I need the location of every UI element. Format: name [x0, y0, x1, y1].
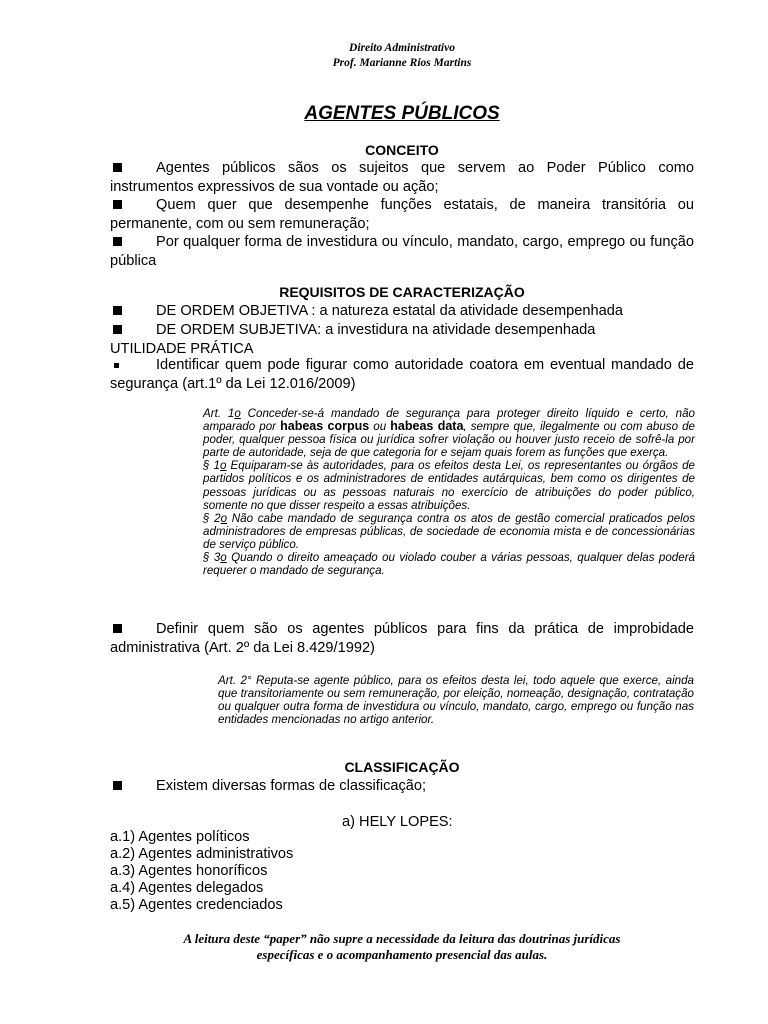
par1-paragraph: § 1o Equiparam-se às autoridades, para os efeitos desta Lei, os representantes ou órgãos de partidos políticos e os administradores de entidades autárquicas, bem como os dirigentes de pessoas jurídicas ou as pessoas naturais no exercício de atribuições do poder público, somente no que disser respeito a essas atribuições. — [203, 459, 695, 512]
requisitos-heading: REQUISITOS DE CARACTERIZAÇÃO — [279, 284, 525, 300]
lei-12016-quote — [203, 407, 695, 577]
list-item: a.1) Agentes políticos — [110, 829, 250, 845]
professor-header: Prof. Marianne Rios Martins — [332, 57, 472, 69]
bullet-icon — [113, 237, 122, 246]
list-item: a.3) Agentes honoríficos — [110, 863, 268, 879]
requisito-objetiva: DE ORDEM OBJETIVA : a natureza estatal da atividade desempenhada — [110, 302, 694, 321]
course-header: Direito Administrativo — [349, 42, 455, 54]
bullet-icon — [113, 781, 122, 790]
conceito-item-3: Por qualquer forma de investidura ou vínculo, mandato, cargo, emprego ou função pública — [110, 234, 694, 269]
utilidade-pratica: UTILIDADE PRÁTICA — [110, 341, 254, 357]
conceito-item-2: Quem quer que desempenhe funções estatais, de maneira transitória ou permanente, com ou sem remuneração; — [110, 197, 694, 232]
par3-paragraph: § 3o Quando o direito ameaçado ou violado couber a várias pessoas, qualquer delas poderá requerer o mandado de segurança. — [203, 551, 695, 578]
bullet-icon — [113, 306, 122, 315]
bullet-icon — [113, 200, 122, 209]
conceito-heading: CONCEITO — [365, 142, 439, 158]
art1-paragraph: Art. 1o Conceder-se-á mandado de segurança para proteger direito líquido e certo, não amparado por habeas corpus ou habeas data, sempre que, ilegalmente ou com abuso de poder, qualquer pessoa física ou jurídica sofrer violação ou houver justo receio de sofrê-la por parte de autoridade, seja de que categoria for e sejam quais forem as funções que exerça. — [203, 407, 695, 460]
classificacao-item: Existem diversas formas de classificação; — [110, 777, 694, 796]
improbidade-item: Definir quem são os agentes públicos para fins da prática de improbidade administrativa (Art. 2º da Lei 8.429/1992) — [110, 621, 694, 656]
requisito-subjetiva: DE ORDEM SUBJETIVA: a investidura na atividade desempenhada — [110, 321, 694, 340]
mandado-item: Identificar quem pode figurar como autoridade coatora em eventual mandado de segurança (art.1º da Lei 12.016/2009) — [110, 357, 694, 392]
list-item: a.5) Agentes credenciados — [110, 897, 283, 913]
bullet-icon — [113, 624, 122, 633]
list-item: a.4) Agentes delegados — [110, 880, 264, 896]
classificacao-heading: CLASSIFICAÇÃO — [344, 759, 460, 775]
bullet-icon — [113, 325, 122, 334]
conceito-item-1: Agentes públicos sãos os sujeitos que servem ao Poder Público como instrumentos expressivos de sua vontade ou ação; — [110, 160, 694, 195]
footer-note — [110, 931, 694, 963]
footer-line-1: A leitura deste “paper” não supre a necessidade da leitura das doutrinas jurídicas — [183, 931, 621, 946]
lei-8429-quote: Art. 2° Reputa-se agente público, para os efeitos desta lei, todo aquele que exerce, ainda que transitoriamente ou sem remuneração, por eleição, nomeação, designação, contratação ou qualquer outra forma de investidura ou vínculo, mandato, cargo, emprego ou função nas entidades mencionadas no artigo anterior. — [218, 674, 694, 727]
bullet-icon — [114, 363, 119, 368]
list-item: a.2) Agentes administrativos — [110, 846, 294, 862]
bullet-icon — [113, 163, 122, 172]
footer-line-2: específicas e o acompanhamento presencial das aulas. — [256, 947, 548, 962]
par2-paragraph: § 2o Não cabe mandado de segurança contra os atos de gestão comercial praticados pelos administradores de empresas públicas, de sociedade de economia mista e de concessionárias de serviço público. — [203, 511, 695, 551]
page-title: AGENTES PÚBLICOS — [304, 103, 500, 124]
hely-lopes-subheading: a) HELY LOPES: — [342, 814, 453, 830]
